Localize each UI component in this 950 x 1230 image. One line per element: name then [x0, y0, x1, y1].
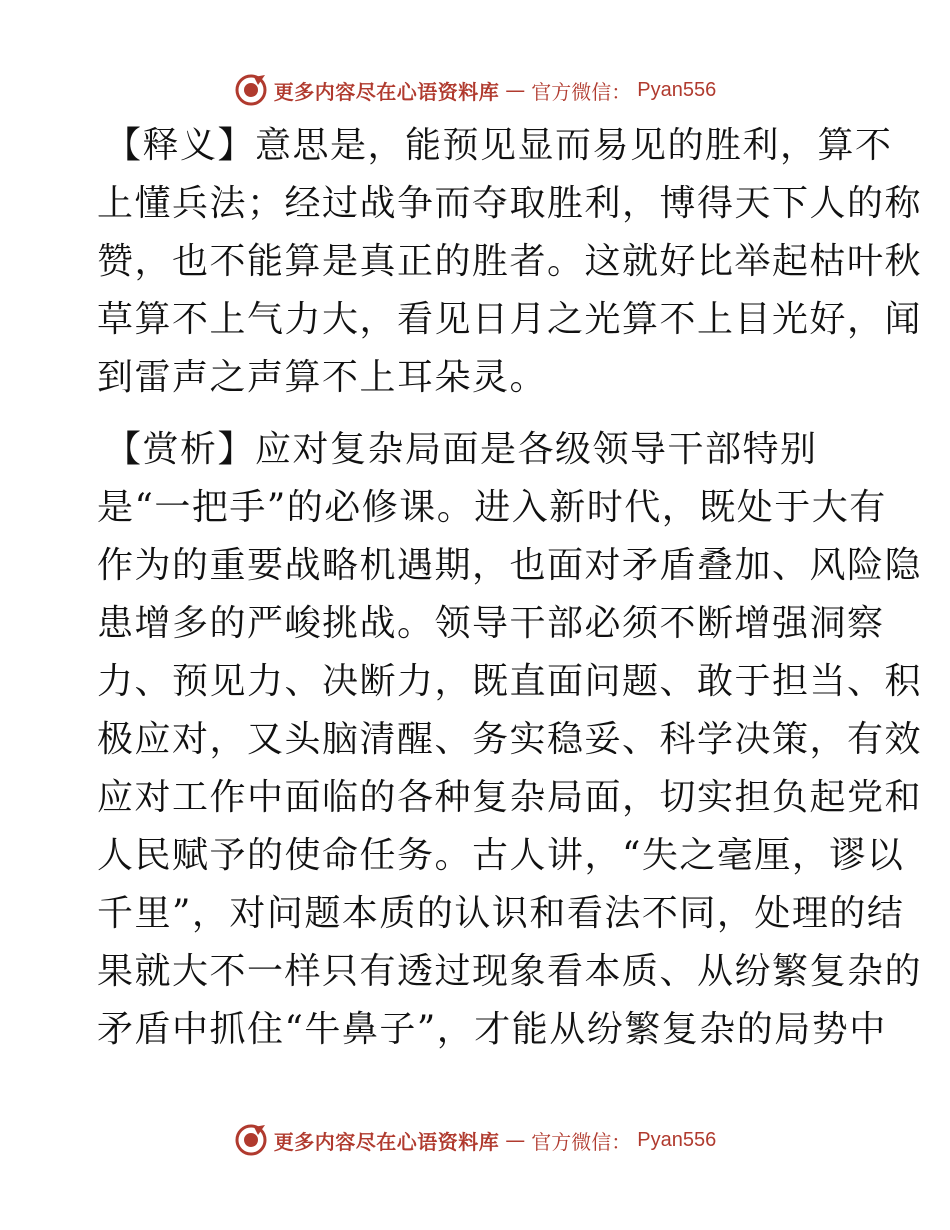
header-banner [0, 70, 950, 110]
banner-dash: — [505, 1128, 526, 1152]
banner-site-text: 更多内容尽在心语资料库 [273, 1129, 500, 1154]
text-line: 赞，也不能算是真正的胜者。这就好比举起枯叶秋 [97, 241, 923, 282]
text-line: 极应对，又头脑清醒、务实稳妥、科学决策，有效 [97, 719, 923, 760]
text-line: 力、预见力、决断力，既直面问题、敢于担当、积 [97, 661, 923, 702]
paragraph-gap [97, 407, 857, 421]
quill-logo-icon [234, 73, 268, 107]
text-line: 作为的重要战略机遇期，也面对矛盾叠加、风险隐 [97, 545, 923, 586]
text-line: 应对工作中面临的各种复杂局面，切实担负起党和 [97, 777, 923, 818]
banner-wechat-label: 官方微信： [531, 1129, 632, 1154]
text-line: 人民赋予的使命任务。古人讲，“失之毫厘，谬以 [97, 835, 905, 876]
banner-wechat-id: Pyan556 [637, 1128, 717, 1151]
paragraph-interpretation [97, 117, 923, 407]
banner-dash: — [505, 78, 526, 102]
footer-banner [0, 1120, 950, 1160]
paragraph-appreciation [97, 421, 923, 1059]
text-line: 果就大不一样只有透过现象看本质、从纷繁复杂的 [97, 951, 923, 992]
banner-wechat-label: 官方微信： [531, 79, 632, 104]
text-line: 千里”，对问题本质的认识和看法不同，处理的结 [97, 893, 905, 934]
text-line: 矛盾中抓住“牛鼻子”，才能从纷繁复杂的局势中 [97, 1009, 887, 1050]
banner-site-text: 更多内容尽在心语资料库 [273, 79, 500, 104]
text-line: 是“一把手”的必修课。进入新时代，既处于大有 [97, 487, 887, 528]
banner-wechat-id: Pyan556 [637, 78, 717, 101]
document-body [97, 117, 923, 1059]
text-line: 到雷声之声算不上耳朵灵。 [97, 357, 548, 398]
text-line: 上懂兵法；经过战争而夺取胜利，博得天下人的称 [97, 183, 923, 224]
text-line: 患增多的严峻挑战。领导干部必须不断增强洞察 [97, 603, 885, 644]
text-line: 【赏析】应对复杂局面是各级领导干部特别 [105, 429, 818, 470]
text-line: 【释义】意思是，能预见显而易见的胜利，算不 [105, 125, 893, 166]
text-line: 草算不上气力大，看见日月之光算不上目光好，闻 [97, 299, 923, 340]
quill-logo-icon [234, 1123, 268, 1157]
